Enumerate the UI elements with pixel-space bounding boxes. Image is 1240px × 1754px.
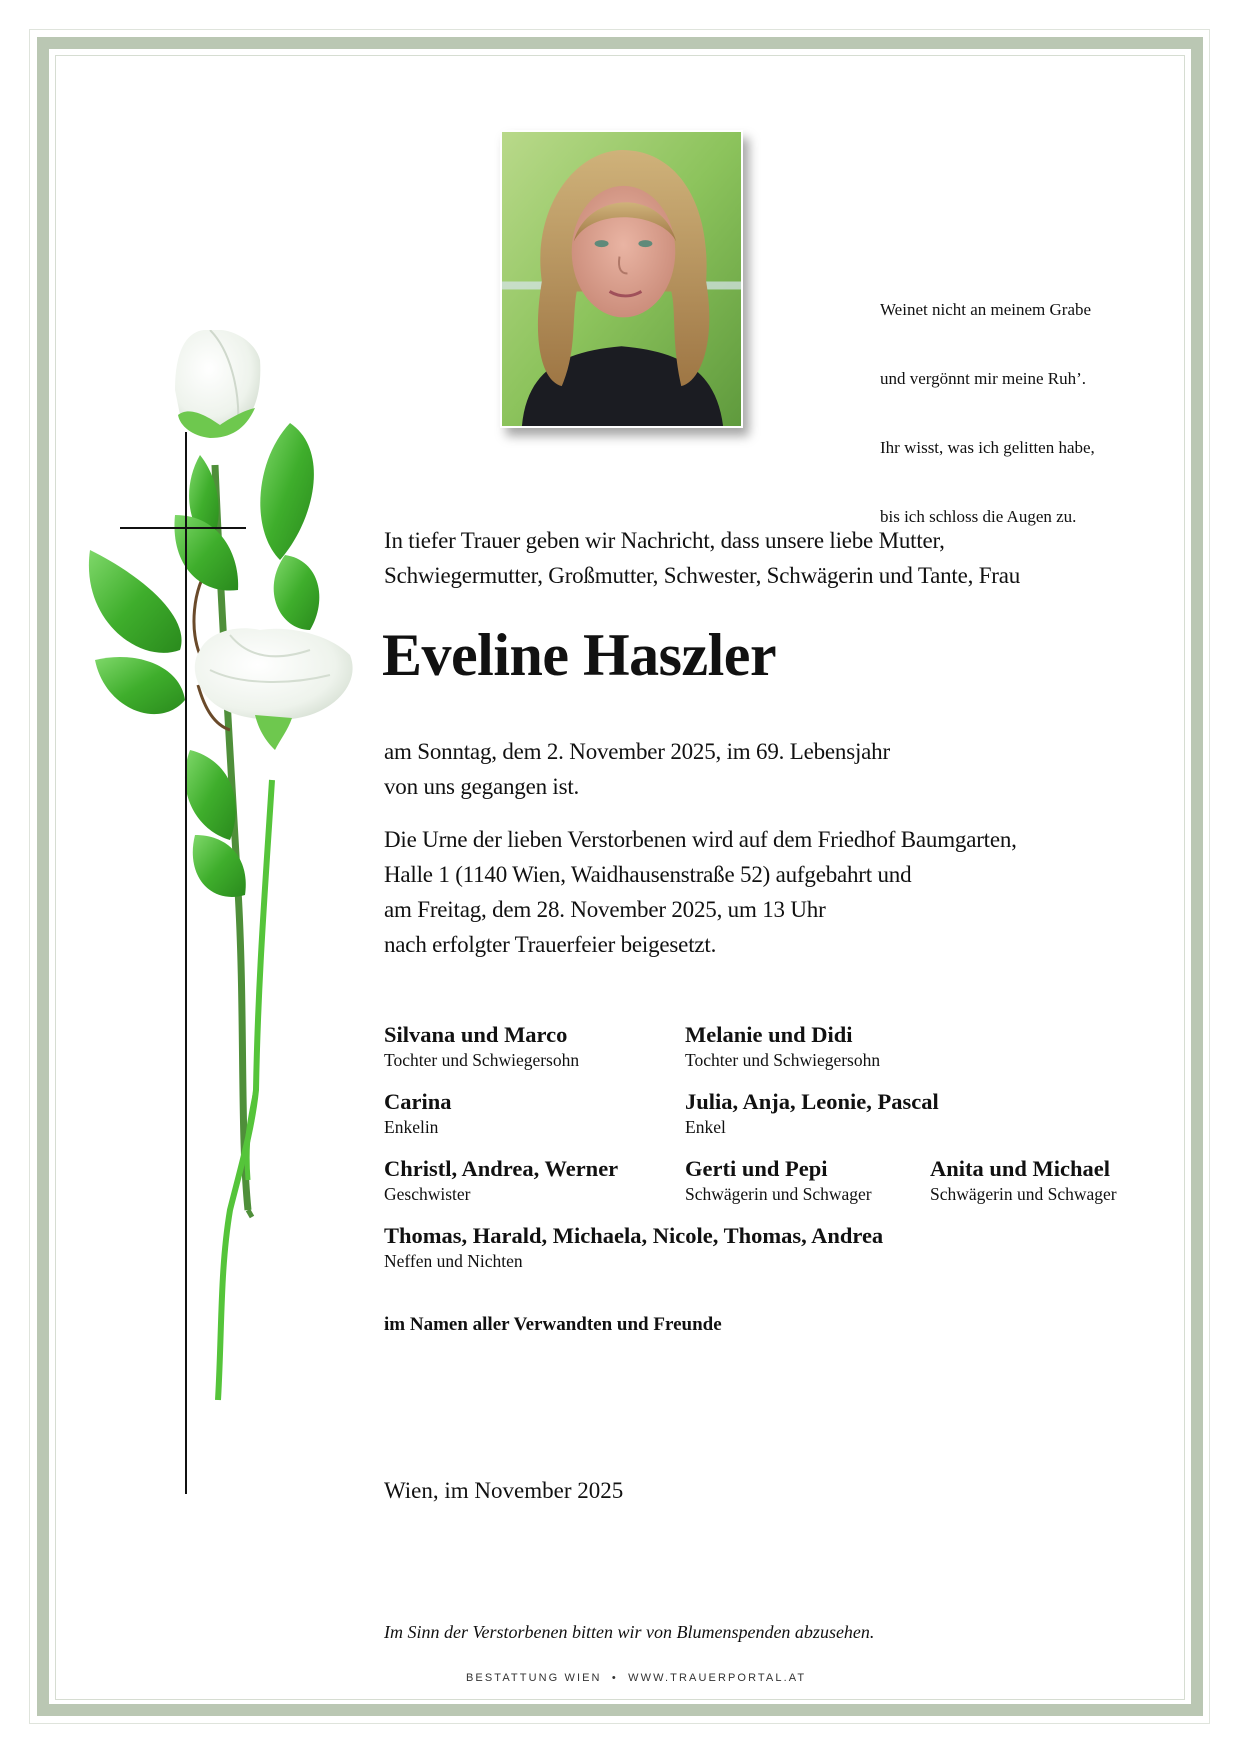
place-date: Wien, im November 2025 (384, 1478, 624, 1503)
mourner-names: Melanie und Didi (685, 1022, 853, 1047)
intro-line: Schwiegermutter, Großmutter, Schwester, Schwägerin und Tante, Frau (384, 563, 1021, 588)
footer-imprint (466, 1672, 806, 1684)
funeral-line: am Freitag, dem 28. November 2025, um 13 Uhr (384, 897, 826, 922)
deceased-portrait-photo (500, 130, 743, 428)
funeral-line: Die Urne der lieben Verstorbenen wird auf dem Friedhof Baumgarten, (384, 827, 1017, 852)
mourner-entry (384, 1022, 579, 1072)
signoff-line: im Namen aller Verwandten und Freunde (384, 1314, 722, 1335)
mourner-relation: Schwägerin und Schwager (685, 1184, 872, 1204)
poem-line: Weinet nicht an meinem Grabe (880, 300, 1092, 319)
mourner-names: Anita und Michael (930, 1156, 1111, 1181)
flowers-note: Im Sinn der Verstorbenen bitten wir von Blumenspenden abzusehen. (384, 1622, 875, 1642)
mourner-entry (685, 1089, 939, 1139)
poem-verse (880, 252, 1095, 551)
mourner-names: Thomas, Harald, Michaela, Nicole, Thomas, Andrea (384, 1223, 884, 1248)
cross-horizontal-bar (120, 527, 246, 529)
funeral-line: nach erfolgter Trauerfeier beigesetzt. (384, 932, 717, 957)
mourner-entry (930, 1156, 1117, 1206)
funeral-details-paragraph (384, 822, 1017, 962)
cross-vertical-bar (185, 432, 187, 1494)
poem-line: Ihr wisst, was ich gelitten habe, (880, 438, 1095, 457)
footer-text: BESTATTUNG WIEN • WWW.TRAUERPORTAL.AT (466, 1672, 807, 1684)
death-notice-line: am Sonntag, dem 2. November 2025, im 69. Lebensjahr (384, 739, 890, 764)
poem-line: und vergönnt mir meine Ruh’. (880, 369, 1087, 388)
poem-line: bis ich schloss die Augen zu. (880, 507, 1077, 526)
mourner-names: Carina (384, 1089, 452, 1114)
death-notice-line: von uns gegangen ist. (384, 774, 580, 799)
mourner-entry (384, 1156, 618, 1206)
mourner-entry (384, 1223, 883, 1273)
mourner-relation: Tochter und Schwiegersohn (384, 1050, 580, 1070)
mourner-names: Gerti und Pepi (685, 1156, 828, 1181)
mourner-relation: Tochter und Schwiegersohn (685, 1050, 881, 1070)
funeral-line: Halle 1 (1140 Wien, Waidhausenstraße 52) aufgebahrt und (384, 862, 912, 887)
white-rose-icon (80, 330, 380, 1510)
mourner-relation: Neffen und Nichten (384, 1251, 523, 1271)
mourner-names: Julia, Anja, Leonie, Pascal (685, 1089, 939, 1114)
intro-line: In tiefer Trauer geben wir Nachricht, dass unsere liebe Mutter, (384, 528, 945, 553)
mourner-entry (685, 1156, 872, 1206)
mourner-relation: Enkel (685, 1117, 726, 1137)
mourner-relation: Enkelin (384, 1117, 439, 1137)
mourner-names: Silvana und Marco (384, 1022, 568, 1047)
mourner-names: Christl, Andrea, Werner (384, 1156, 619, 1181)
deceased-name: Eveline Haszler (382, 622, 777, 688)
intro-paragraph (384, 523, 1020, 593)
mourner-entry (384, 1089, 452, 1139)
mourner-entry (685, 1022, 880, 1072)
mourner-relation: Geschwister (384, 1184, 471, 1204)
mourner-relation: Schwägerin und Schwager (930, 1184, 1117, 1204)
death-notice-paragraph (384, 734, 890, 804)
